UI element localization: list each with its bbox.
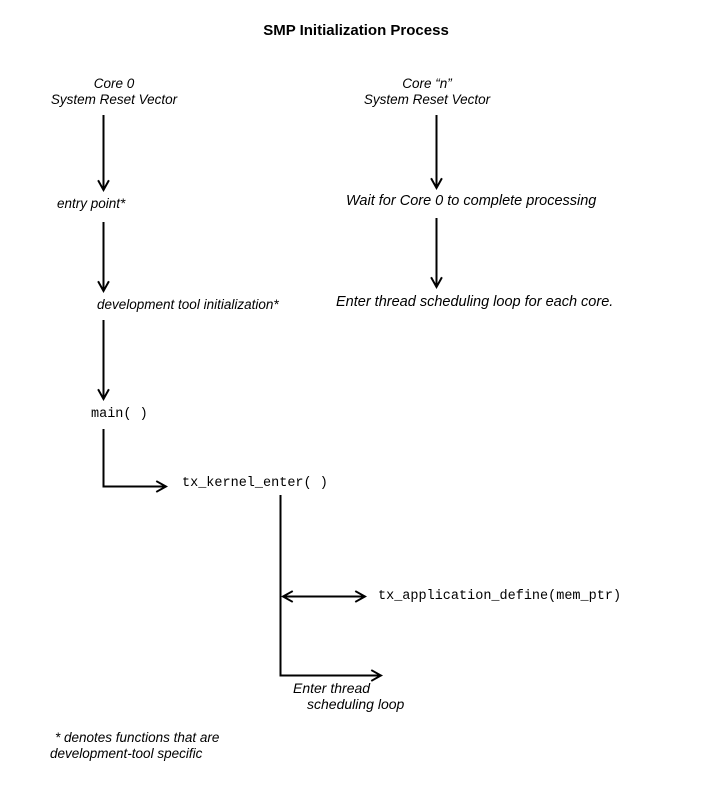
core0-header-line1: Core 0 xyxy=(93,76,135,91)
core0-header-line2: System Reset Vector xyxy=(50,92,178,107)
entry-point-label: entry point* xyxy=(57,196,126,211)
coren-header-line1: Core “n” xyxy=(402,76,452,91)
enter-thread-label-line2: scheduling loop xyxy=(307,696,405,712)
footnote-line1: * denotes functions that are xyxy=(55,730,220,745)
core0-reset-vector-header xyxy=(36,76,192,108)
diagram-title: SMP Initialization Process xyxy=(263,22,449,39)
tx-application-define-label: tx_application_define(mem_ptr) xyxy=(378,589,622,604)
enter-thread-label-line1: Enter thread xyxy=(293,680,371,696)
coren-header-line2: System Reset Vector xyxy=(363,92,491,107)
tx-kernel-enter-label: tx_kernel_enter( ) xyxy=(182,476,328,491)
coren-reset-vector-header xyxy=(341,76,513,108)
arrow-kernel-enter-to-thread-scheduling xyxy=(281,495,382,676)
development-tool-initialization-label: development tool initialization* xyxy=(97,297,279,312)
enter-scheduling-loop-each-core-label: Enter thread scheduling loop for each core. xyxy=(336,294,614,310)
wait-for-core0-label: Wait for Core 0 to complete processing xyxy=(346,193,597,209)
main-function-label: main( ) xyxy=(91,407,148,422)
arrow-main-to-kernel-enter xyxy=(104,429,167,487)
footnote-line2: development-tool specific xyxy=(50,746,203,761)
